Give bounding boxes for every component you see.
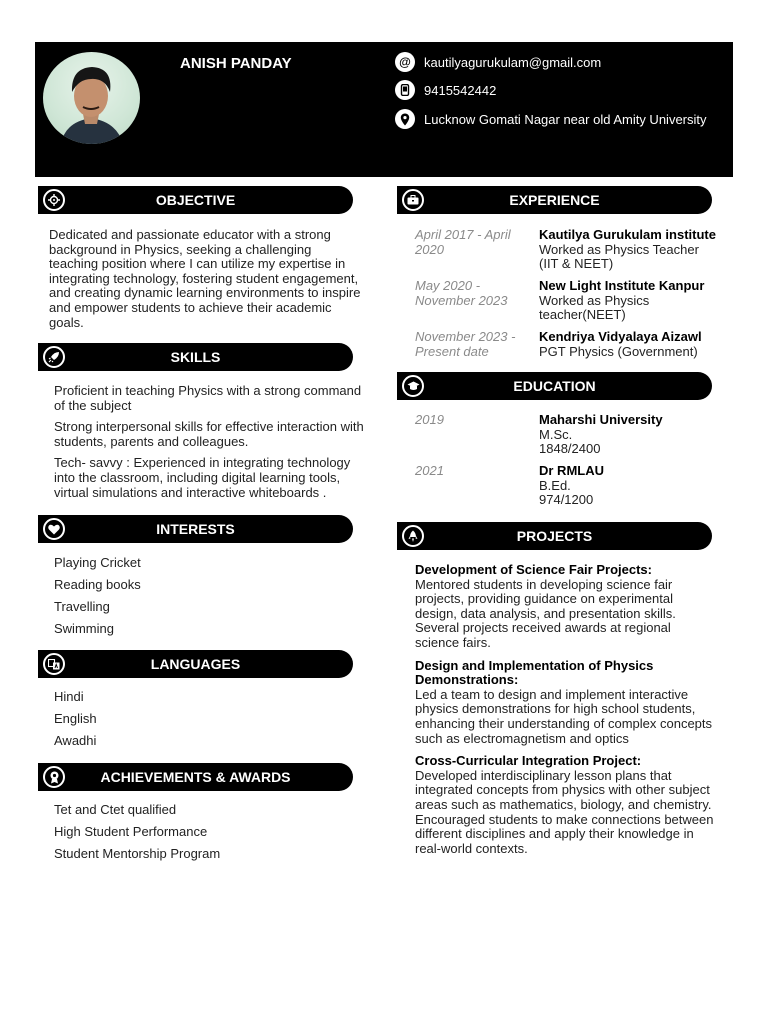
project-title: Cross-Curricular Integration Project: bbox=[415, 753, 642, 769]
experience-entry bbox=[415, 227, 716, 272]
achievements-list bbox=[54, 803, 354, 869]
location-pin-icon bbox=[395, 109, 415, 129]
achievements-heading: ACHIEVEMENTS & AWARDS bbox=[38, 763, 353, 791]
interest-item: Playing Cricket bbox=[54, 555, 141, 570]
achievement-item: Tet and Ctet qualified bbox=[54, 802, 177, 817]
projects-heading: PROJECTS bbox=[397, 522, 712, 550]
skills-heading: SKILLS bbox=[38, 343, 353, 371]
translate-icon bbox=[43, 653, 65, 675]
experience-org: Kendriya Vidyalaya Aizawl bbox=[539, 329, 702, 344]
interest-item: Swimming bbox=[54, 621, 114, 636]
experience-desc: Worked as Physics Teacher (IIT & NEET) bbox=[539, 241, 699, 272]
interests-heading: INTERESTS bbox=[38, 515, 353, 543]
experience-date: April 2017 - April 2020 bbox=[415, 227, 511, 257]
skill-item: Tech- savvy : Experienced in integrating technology into the classroom, including digital learning tools, virtual simulations and interactive whiteboards . bbox=[54, 455, 351, 500]
resume-header bbox=[35, 42, 733, 177]
project-description: Mentored students in developing science fair projects, providing guidance on experimental design, data analysis, and presentation skills. Several projects received awards at regional science fairs. bbox=[415, 576, 676, 650]
languages-list bbox=[54, 690, 354, 756]
education-degree: M.Sc. bbox=[539, 426, 573, 442]
achievement-item: Student Mentorship Program bbox=[54, 846, 221, 861]
rocket-launch-icon bbox=[402, 525, 424, 547]
project-title: Design and Implementation of Physics Demonstrations: bbox=[415, 657, 654, 688]
target-icon bbox=[43, 189, 65, 211]
address-text: Lucknow Gomati Nagar near old Amity University bbox=[424, 111, 707, 127]
contact-email bbox=[395, 52, 601, 72]
interests-list bbox=[54, 556, 354, 644]
education-degree: B.Ed. bbox=[539, 477, 571, 493]
skills-list bbox=[54, 384, 364, 507]
experience-desc: PGT Physics (Government) bbox=[539, 343, 698, 359]
profile-photo bbox=[43, 52, 140, 144]
education-score: 1848/2400 bbox=[539, 441, 601, 457]
contact-address bbox=[395, 109, 707, 129]
education-year: 2021 bbox=[415, 463, 444, 478]
project-item bbox=[415, 659, 715, 747]
project-item bbox=[415, 563, 715, 651]
skill-item: Proficient in teaching Physics with a strong command of the subject bbox=[54, 383, 362, 413]
contact-phone bbox=[395, 80, 496, 100]
language-item: Awadhi bbox=[54, 733, 97, 748]
education-score: 974/1200 bbox=[539, 492, 594, 508]
briefcase-icon bbox=[402, 189, 424, 211]
candidate-name: ANISH PANDAY bbox=[180, 55, 292, 72]
language-item: English bbox=[54, 711, 97, 726]
objective-text: Dedicated and passionate educator with a strong background in Physics, seeking a challenging teaching position where I can utilize my expertise in integrating technology, fostering student engagement, and creating dynamic learning environments to inspire and empower students to achieve their academic goals. bbox=[49, 227, 361, 330]
achievement-item: High Student Performance bbox=[54, 824, 208, 839]
education-heading: EDUCATION bbox=[397, 372, 712, 400]
project-description: Led a team to design and implement interactive physics demonstrations for high school students, enhancing their understanding of complex concepts such as electromagnetism and optics bbox=[415, 686, 713, 746]
award-ribbon-icon bbox=[43, 766, 65, 788]
interest-item: Reading books bbox=[54, 577, 141, 592]
experience-entry bbox=[415, 330, 715, 370]
phone-icon bbox=[395, 80, 415, 100]
interest-item: Travelling bbox=[54, 599, 110, 614]
experience-date: November 2023 - Present date bbox=[415, 329, 516, 359]
education-entry bbox=[415, 413, 715, 461]
education-entry bbox=[415, 464, 715, 512]
heart-icon bbox=[43, 518, 65, 540]
rocket-icon bbox=[43, 346, 65, 368]
phone-text: 9415542442 bbox=[424, 82, 497, 98]
education-school: Maharshi University bbox=[539, 412, 663, 427]
email-text: kautilyagurukulam@gmail.com bbox=[424, 54, 602, 70]
graduation-cap-icon bbox=[402, 375, 424, 397]
skill-item: Strong interpersonal skills for effective interaction with students, parents and colleagues. bbox=[54, 419, 364, 449]
education-year: 2019 bbox=[415, 412, 444, 427]
email-icon: @ bbox=[395, 52, 415, 72]
language-item: Hindi bbox=[54, 689, 84, 704]
experience-entry bbox=[415, 278, 715, 323]
objective-heading: OBJECTIVE bbox=[38, 186, 353, 214]
experience-org: Kautilya Gurukulam institute bbox=[539, 227, 716, 242]
experience-org: New Light Institute Kanpur bbox=[539, 278, 705, 293]
project-description: Developed interdisciplinary lesson plans that integrated concepts from physics with other subject areas such as mathematics, biology, and chemistry. Encouraged students to make connections between different disciplines and apply their knowledge in real-world contexts. bbox=[415, 767, 714, 856]
experience-heading: EXPERIENCE bbox=[397, 186, 712, 214]
experience-desc: Worked as Physics teacher(NEET) bbox=[539, 292, 650, 323]
projects-list bbox=[415, 563, 715, 864]
languages-heading: LANGUAGES bbox=[38, 650, 353, 678]
education-school: Dr RMLAU bbox=[539, 463, 604, 478]
project-item bbox=[415, 754, 715, 856]
experience-date: May 2020 - November 2023 bbox=[415, 278, 508, 308]
project-title: Development of Science Fair Projects: bbox=[415, 562, 652, 577]
